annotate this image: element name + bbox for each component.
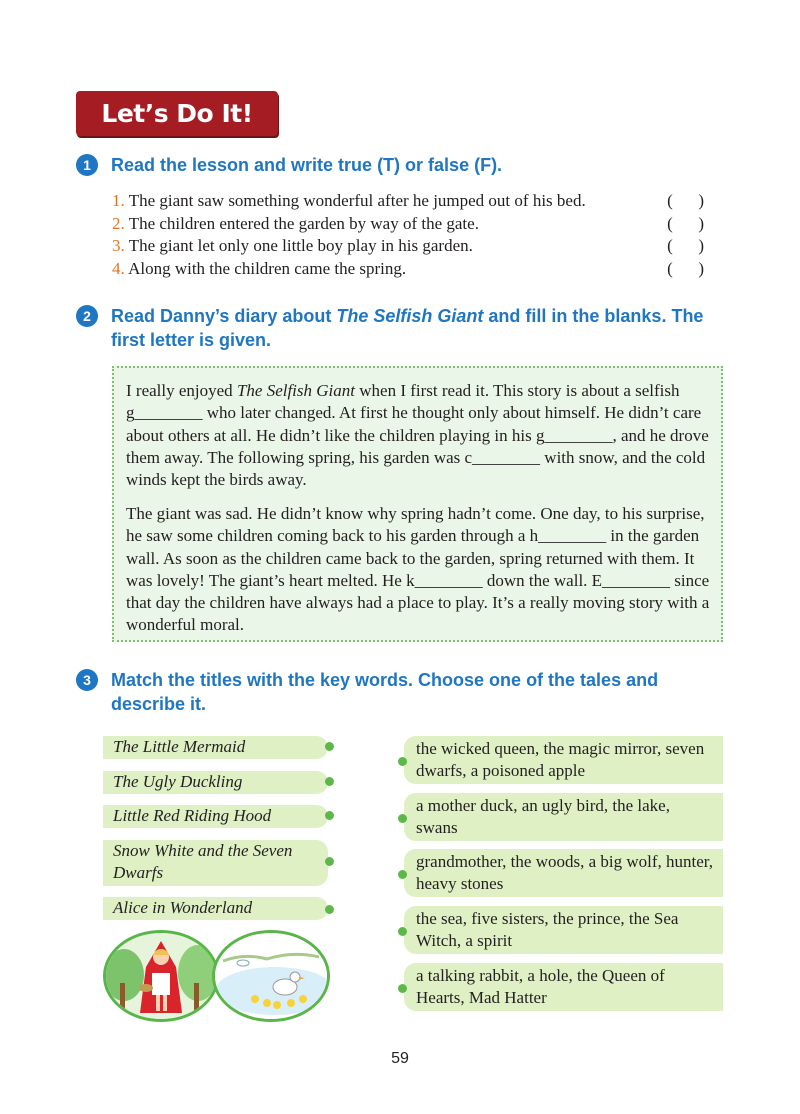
true-false-list [112, 190, 712, 280]
keyword-box[interactable]: a talking rabbit, a hole, the Queen of Hearts, Mad Hatter [404, 963, 723, 1011]
question-number: 2. [112, 213, 125, 233]
diary-book-title: The Selfish Giant [236, 381, 355, 400]
title-tag[interactable]: The Ugly Duckling [103, 771, 328, 794]
banner-title: Let’s Do It! [101, 99, 253, 128]
instruction-text: Read Danny’s diary about [111, 306, 337, 326]
question-number: 4. [112, 258, 125, 278]
match-dot[interactable] [398, 870, 407, 879]
match-dot[interactable] [398, 984, 407, 993]
diary-paragraph-2: The giant was sad. He didn’t know why spring hadn’t come. One day, to his surprise, he saw some children coming back to his garden through a h________ in the garden wall. As soon as the children came back to the garden, spring returned with them. It was lovely! The giant’s heart melted. He k________ down the wall. E________ since that day the children have always had a place to play. It’s a really moving story with a wonderful moral. [126, 504, 710, 635]
match-dot[interactable] [325, 905, 334, 914]
diary-text: when I first read it. This story is about a selfish g________ who later changed. At first he thought only about himself. He didn’t care about others at all. He didn’t like the children playing in his g________, and he drove them away. The following spring, his garden was c________ with snow, and the cold winds kept the birds away. [126, 381, 709, 490]
match-dot[interactable] [325, 857, 334, 866]
question-number: 3. [112, 236, 125, 255]
lets-do-it-banner [76, 91, 278, 136]
match-dot[interactable] [398, 927, 407, 936]
section-2-number: 2 [76, 305, 98, 327]
title-tag[interactable]: Alice in Wonderland [103, 897, 328, 920]
question-item [112, 258, 712, 281]
keyword-box[interactable]: a mother duck, an ugly bird, the lake, swans [404, 793, 723, 841]
question-item [112, 235, 712, 258]
instruction-text: and fill in the blanks. The first letter is given. [111, 306, 704, 350]
instruction-book-title: The Selfish Giant [336, 306, 484, 326]
match-dot[interactable] [398, 814, 407, 823]
section-3-instruction: Match the titles with the key words. Choose one of the tales and describe it. [111, 670, 659, 714]
section-1-number: 1 [76, 154, 98, 176]
keyword-box[interactable]: grandmother, the woods, a big wolf, hunter, heavy stones [404, 849, 723, 897]
answer-blank[interactable]: ( ) [667, 236, 704, 255]
match-dot[interactable] [325, 742, 334, 751]
question-item [112, 213, 712, 236]
question-text: Along with the children came the spring. [128, 258, 407, 278]
page-number: 59 [391, 1050, 409, 1067]
question-text: The giant let only one little boy play in his garden. [128, 236, 473, 255]
section-3-heading [76, 668, 716, 716]
title-tag[interactable]: Snow White and the Seven Dwarfs [103, 840, 328, 886]
diary-text: I really enjoyed [126, 381, 237, 400]
match-dot[interactable] [398, 757, 407, 766]
answer-blank[interactable]: ( ) [667, 213, 704, 233]
red-riding-hood-illustration [103, 930, 219, 1022]
match-dot[interactable] [325, 777, 334, 786]
match-dot[interactable] [325, 811, 334, 820]
keyword-box[interactable]: the wicked queen, the magic mirror, seven dwarfs, a poisoned apple [404, 736, 723, 784]
title-tag[interactable]: The Little Mermaid [103, 736, 328, 759]
section-3-number: 3 [76, 669, 98, 691]
question-number: 1. [112, 191, 125, 210]
section-1-heading [76, 153, 716, 177]
answer-blank[interactable]: ( ) [667, 191, 704, 210]
diary-paragraph-1 [126, 380, 716, 491]
answer-blank[interactable]: ( ) [667, 258, 704, 278]
question-item [112, 190, 712, 213]
section-2-heading [76, 304, 716, 352]
keyword-box[interactable]: the sea, five sisters, the prince, the Sea Witch, a spirit [404, 906, 723, 954]
title-tag[interactable]: Little Red Riding Hood [103, 805, 328, 828]
question-text: The giant saw something wonderful after he jumped out of his bed. [128, 191, 586, 210]
red-riding-hood-icon [106, 933, 216, 1019]
section-2-instruction [111, 304, 716, 352]
section-1-instruction: Read the lesson and write true (T) or false (F). [111, 155, 503, 175]
diary-box [112, 366, 723, 642]
question-text: The children entered the garden by way of the gate. [128, 213, 479, 233]
ducks-pond-icon [215, 933, 327, 1019]
ugly-duckling-illustration [212, 930, 330, 1022]
